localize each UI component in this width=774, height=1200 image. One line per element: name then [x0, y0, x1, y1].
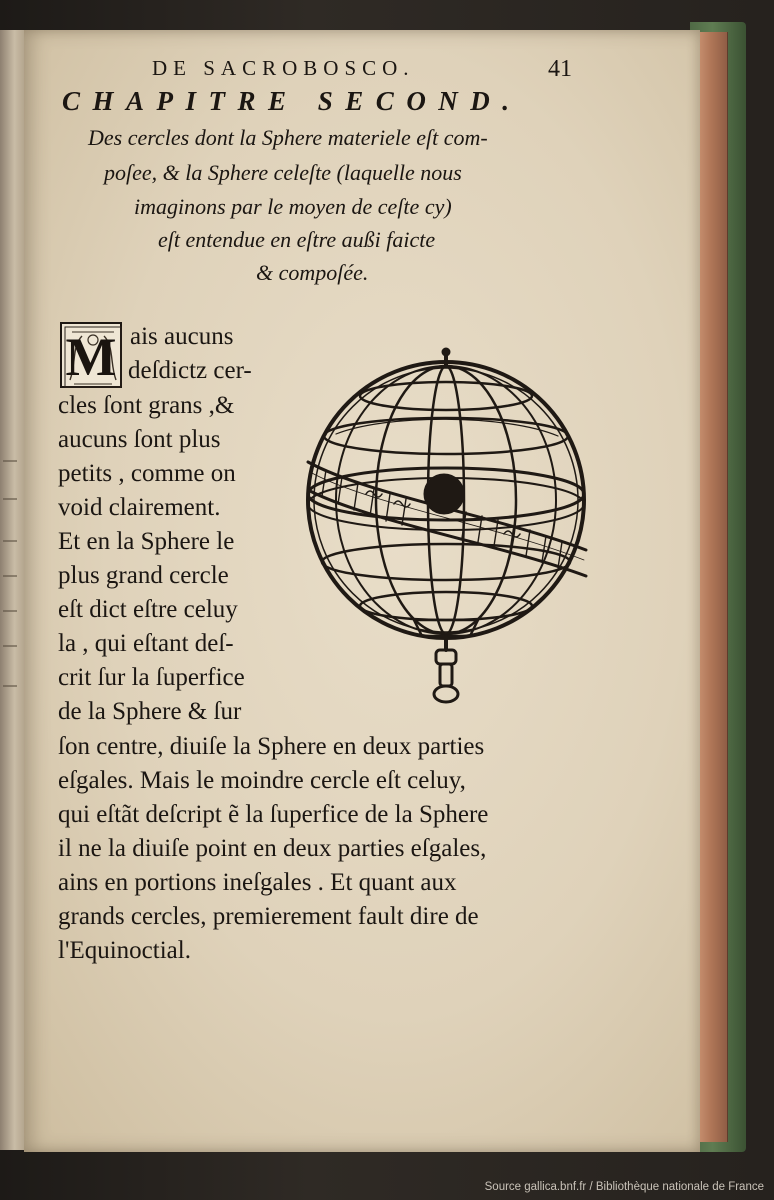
body-text-line: petits , comme on [58, 460, 236, 487]
body-text-line: l'Equinoctial. [58, 937, 191, 964]
chapter-subtitle-line: eſt entendue en eſtre außi faicte [158, 227, 436, 252]
body-text-line: qui eſtãt deſcript ẽ la ſuperfice de la Sphere [58, 801, 489, 828]
facing-page-edge [0, 30, 25, 1150]
body-text-line: eſt dict eſtre celuy [58, 596, 238, 623]
body-text-line: deſdictz cer- [128, 357, 252, 384]
body-text-line: de la Sphere & ſur [58, 698, 242, 725]
chapter-subtitle-line: Des cercles dont la Sphere materiele eſt com- [88, 125, 488, 150]
page-block-edge [697, 32, 728, 1142]
body-text-line: la , qui eſtant deſ- [58, 630, 234, 657]
body-text-line: crit ſur la ſuperfice [58, 664, 245, 691]
body-text-line: ais aucuns [130, 323, 234, 350]
body-text-line: void clairement. [58, 494, 221, 521]
chapter-title: CHAPITRE SECOND. [62, 86, 522, 116]
body-text-line: grands cercles, premierement fault dire de [58, 903, 479, 930]
body-text-line: Et en la Sphere le [58, 528, 235, 555]
running-head: DE SACROBOSCO. [152, 56, 415, 80]
drop-cap-letter: M [65, 327, 117, 387]
chapter-subtitle-line: imaginons par le moyen de ceſte cy) [134, 194, 452, 219]
body-text-line: eſgales. Mais le moindre cercle eſt celuy, [58, 767, 466, 794]
chapter-subtitle-line: & compoſée. [256, 260, 369, 285]
body-text-line: il ne la diuiſe point en deux parties eſgales, [58, 835, 487, 862]
armillary-sphere-icon [296, 344, 596, 710]
body-text-line: ains en portions ineſgales . Et quant aux [58, 869, 457, 896]
body-text-line: ſon centre, diuiſe la Sphere en deux parties [58, 733, 485, 760]
page-number: 41 [548, 56, 572, 82]
body-text-line: plus grand cercle [58, 562, 229, 589]
source-attribution: Source gallica.bnf.fr / Bibliothèque nationale de France [484, 1181, 764, 1193]
decorated-initial [60, 322, 122, 388]
body-text-line: aucuns ſont plus [58, 426, 221, 453]
body-text-line: cles ſont grans ,& [58, 392, 235, 419]
chapter-subtitle-line: poſee, & la Sphere celeſte (laquelle nous [104, 160, 462, 185]
